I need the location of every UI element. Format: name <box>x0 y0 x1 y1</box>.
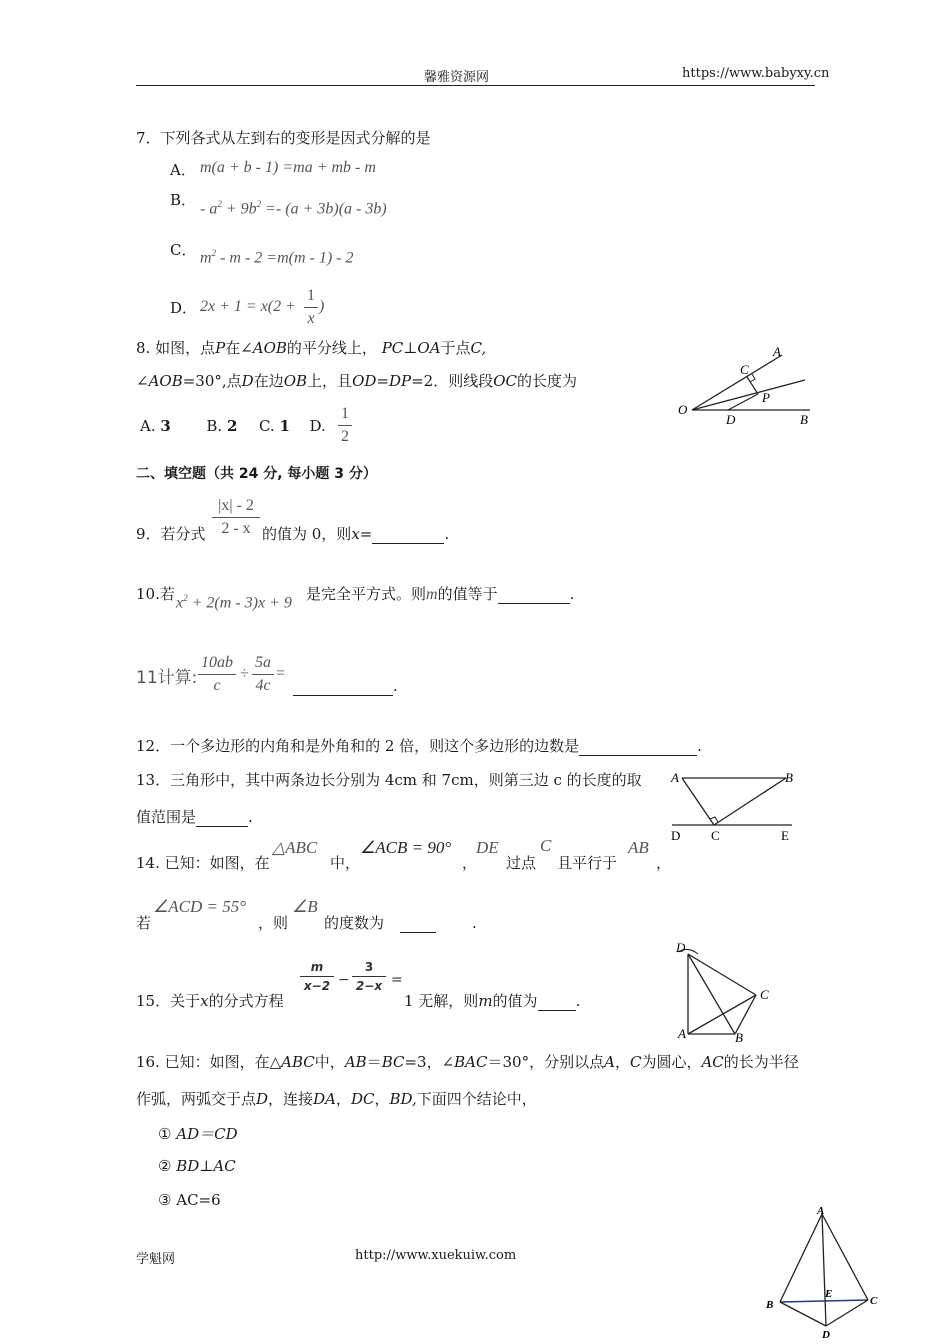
q14-angle-b: ∠B <box>292 897 318 916</box>
q15-post: 1 无解，则m的值为 . <box>404 992 581 1010</box>
q11-answer: . <box>293 677 398 696</box>
q9-answer-blank[interactable] <box>372 525 444 544</box>
q10-post: 是完全平方式。则m的值等于 . <box>306 585 575 603</box>
q9-post: 的值为 0，则x= . <box>262 525 450 543</box>
q8-segment-pc <box>747 377 758 394</box>
q10-answer-blank[interactable] <box>498 585 570 604</box>
q13-label-b: B <box>785 770 793 785</box>
section-2-heading: 二、填空题（共 24 分, 每小题 3 分） <box>136 466 377 482</box>
q12-answer-blank[interactable] <box>579 737 697 756</box>
q7-option-d-expr-left: 2x + 1 = x(2 + <box>200 298 296 315</box>
q16-segment-ab <box>780 1214 822 1302</box>
q8-options: A. 3 B. 2 C. 1 D. <box>140 417 326 435</box>
q14-angle-acd: ∠ACD = 55° <box>153 897 247 916</box>
q16-line-2: 作弧，两弧交于点D，连接DA，DC，BD,下面四个结论中， <box>136 1090 537 1108</box>
header-site-name: 馨雅资源网 <box>424 70 490 85</box>
q13-label-c: C <box>711 828 720 843</box>
q15-fraction-1: m x−2 <box>300 960 334 993</box>
q13-answer-blank[interactable] <box>196 808 248 827</box>
q15-answer-blank[interactable] <box>538 992 576 1011</box>
q8-figure <box>670 342 820 432</box>
q15-segment-db <box>688 954 735 1034</box>
q8-line-2: ∠AOB=30°,点D在边OB上，且OD=DP=2．则线段OC的长度为 <box>136 372 577 390</box>
q14-answer-blank[interactable] <box>400 914 436 933</box>
q16-segment-bd <box>780 1302 826 1326</box>
q13-line-1: 13．三角形中，其中两条边长分别为 4cm 和 7cm，则第三边 c 的长度的取 <box>136 771 642 789</box>
q11-fraction-1: 10ab c <box>198 654 236 695</box>
q16-label-c: C <box>870 1295 878 1307</box>
q10-pre: 10.若 <box>136 585 175 603</box>
q16-conclusion-1: ① AD＝CD <box>158 1125 238 1143</box>
q16-conclusion-2: ② BD⊥AC <box>158 1157 236 1175</box>
q14-ze: ，则 <box>258 914 289 932</box>
q8-label-p: P <box>762 390 770 405</box>
q15-label-a: A <box>678 1026 686 1041</box>
q14-guo: 过点 <box>506 854 537 872</box>
q7-stem: 7．下列各式从左到右的变形是因式分解的是 <box>136 129 431 147</box>
q15-segment-dc <box>688 954 756 995</box>
q7-option-a-label: A． <box>170 161 196 179</box>
q15-equals: = <box>391 972 403 988</box>
q13-label-a: A <box>671 770 679 785</box>
q9-pre: 9．若分式 <box>136 525 206 543</box>
footer-site-name: 学魁网 <box>136 1252 176 1267</box>
q11-equals: = <box>276 665 286 682</box>
q13-segment-ac <box>682 778 714 825</box>
q7-option-b-label: B． <box>170 191 197 209</box>
q14-angle-acb: ∠ACB = 90° <box>360 838 452 857</box>
q14-ruo: 若 <box>136 914 152 932</box>
q14-point-c: C <box>540 836 552 855</box>
q11-fraction-2: 5a 4c <box>252 654 274 695</box>
q16-label-d: D <box>822 1329 830 1340</box>
footer-url[interactable]: http://www.xuekuiw.com <box>355 1248 517 1263</box>
q7-option-b-expr: - $a^2 + 9b^2 =- (a + 3b)(a - 3b)$ <box>200 199 387 218</box>
q12: 12．一个多边形的内角和是外角和的 2 倍，则这个多边形的边数是 . <box>136 737 702 755</box>
q8-label-a: A <box>773 344 781 359</box>
q15-pre: 15．关于x的分式方程 <box>136 992 284 1010</box>
q7-option-c-expr: $m^2 - m - 2 =m(m - 1) - 2$ <box>200 248 354 267</box>
q14-ab: AB <box>628 838 649 857</box>
q16-segment-ad <box>822 1214 826 1326</box>
q8-bisector <box>692 380 805 410</box>
q8-label-c: C <box>740 362 749 377</box>
q8-label-b: B <box>800 412 808 427</box>
header-url[interactable]: https://www.babyxy.cn <box>682 66 830 81</box>
q15-label-d: D <box>676 940 686 955</box>
q15-label-c: C <box>760 987 769 1002</box>
q16-conclusion-3: ③ AC=6 <box>158 1191 221 1209</box>
q14-triangle: △ABC <box>272 838 318 857</box>
q14-zhong: 中， <box>330 854 361 872</box>
q14-comma: ， <box>462 854 478 872</box>
q15-minus: − <box>338 972 350 988</box>
q11-pre: 11计算: <box>136 668 198 688</box>
q16-label-b: B <box>766 1299 774 1311</box>
q14-qie: 且平行于 <box>557 854 618 872</box>
q8-line-1: 8. 如图，点P在∠AOB的平分线上， PC⊥OA于点C, <box>136 339 487 357</box>
q11-answer-blank[interactable] <box>293 677 393 696</box>
q8-label-d: D <box>726 412 736 427</box>
q8-label-o: O <box>678 402 688 417</box>
q14-post: 的度数为 . <box>324 914 477 932</box>
q10-expr: $x^2 + 2(m - 3)x + 9$ <box>176 593 292 612</box>
q16-line-1: 16. 已知：如图，在△ABC中，AB＝BC=3，∠BAC＝30°，分别以点A，C为圆心，AC的长为半径 <box>136 1053 799 1071</box>
q15-label-b: B <box>735 1030 743 1045</box>
q16-figure <box>760 1200 890 1340</box>
q13-segment-bc <box>714 778 786 825</box>
q16-label-e: E <box>825 1288 833 1300</box>
q14-de: DE <box>476 838 499 857</box>
q7-option-d-fraction: 1 x <box>304 287 318 328</box>
q16-segment-cd <box>826 1300 868 1326</box>
q13-label-e: E <box>781 828 789 843</box>
q8-option-d-fraction: 1 2 <box>338 405 352 446</box>
q13-label-d: D <box>671 828 681 843</box>
q13-figure <box>668 766 798 844</box>
q7-option-d-label: D． <box>170 299 198 317</box>
q7-option-d-expr-right: ) <box>319 298 325 315</box>
q14-pre: 14. 已知：如图，在 <box>136 854 270 872</box>
q8-right-angle-mark <box>750 374 755 382</box>
q9-fraction: |x| - 2 2 - x <box>212 497 260 538</box>
q15-fraction-2: 3 2−x <box>352 960 386 993</box>
q7-option-a-expr: m(a + b - 1) =ma + mb - m <box>200 159 376 176</box>
q11-divide: ÷ <box>240 665 249 682</box>
q16-label-a: A <box>817 1205 825 1217</box>
q7-option-c-label: C． <box>170 241 197 259</box>
q14-comma-2: ， <box>656 854 672 872</box>
q15-figure <box>672 938 782 1048</box>
q16-segment-bc <box>780 1300 868 1302</box>
header-rule <box>136 85 815 86</box>
q13-line-2: 值范围是 . <box>136 808 253 826</box>
